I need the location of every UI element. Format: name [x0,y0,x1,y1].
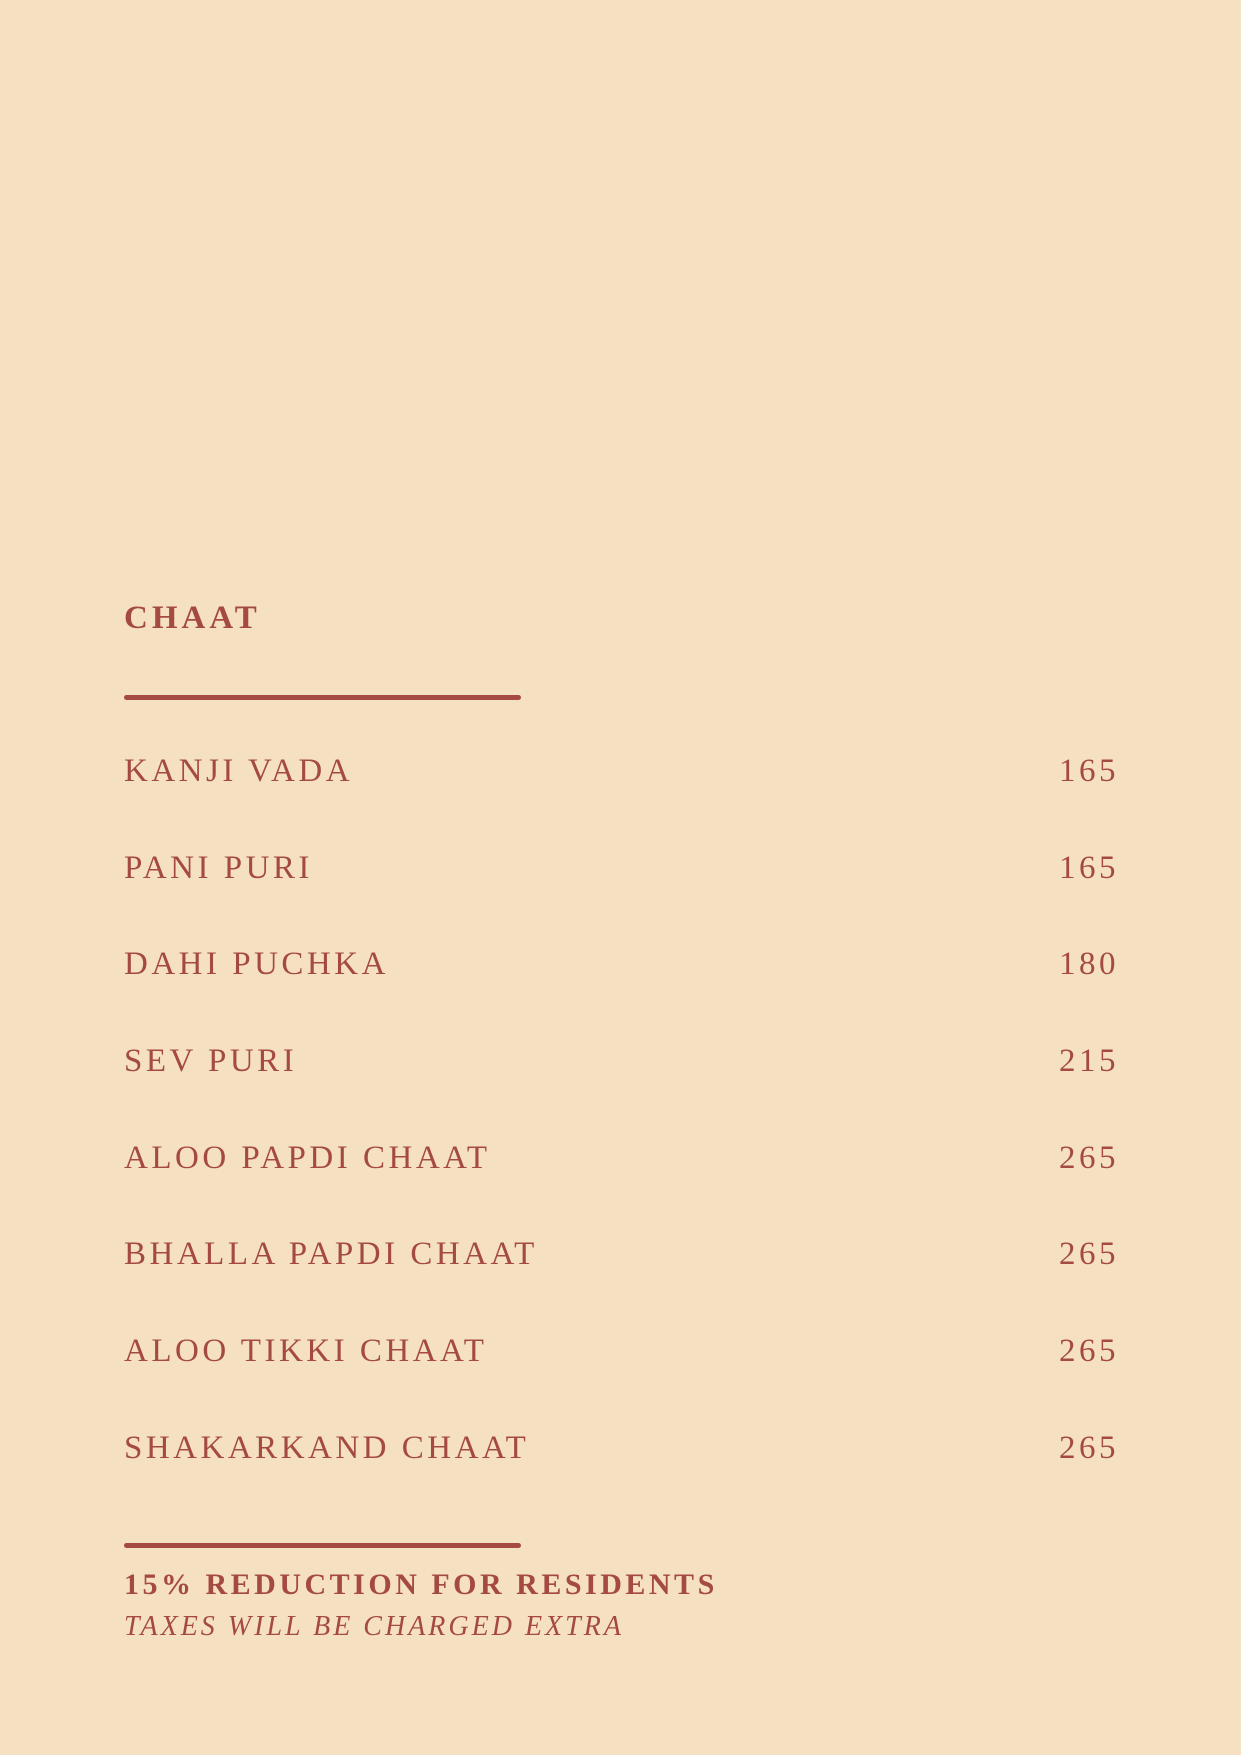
menu-item-name: SHAKARKAND CHAAT [124,1429,530,1466]
menu-item [124,1134,1119,1231]
section-title: CHAAT [124,600,261,636]
menu-item [124,1327,1119,1424]
menu-item-name: PANI PURI [124,849,313,886]
menu-item [124,844,1119,941]
footer-notes [124,1570,718,1641]
menu-item [124,747,1119,844]
menu-item [124,1424,1119,1521]
menu-list [124,747,1119,1521]
menu-item-price: 265 [1059,1429,1119,1466]
menu-item-name: KANJI VADA [124,753,354,789]
menu-item-price: 265 [1059,1236,1119,1273]
menu-item [124,1230,1119,1327]
section-divider-top [124,695,521,700]
menu-item-price: 180 [1059,946,1119,983]
menu-item-name: BHALLA PAPDI CHAAT [124,1236,538,1273]
menu-item-price: 265 [1059,1333,1119,1370]
menu-item-name: ALOO PAPDI CHAAT [124,1139,491,1176]
menu-item-price: 165 [1059,849,1119,886]
menu-item-price: 215 [1059,1043,1119,1080]
resident-reduction-note: 15% REDUCTION FOR RESIDENTS [124,1568,718,1601]
section-divider-bottom [124,1543,521,1548]
tax-note: TAXES WILL BE CHARGED EXTRA [124,1611,624,1642]
menu-item [124,1037,1119,1134]
menu-item-price: 265 [1059,1139,1119,1176]
menu-item-name: DAHI PUCHKA [124,946,389,983]
menu-item-name: SEV PURI [124,1043,298,1080]
menu-item-name: ALOO TIKKI CHAAT [124,1333,488,1370]
menu-item [124,940,1119,1037]
menu-item-price: 165 [1059,753,1119,789]
